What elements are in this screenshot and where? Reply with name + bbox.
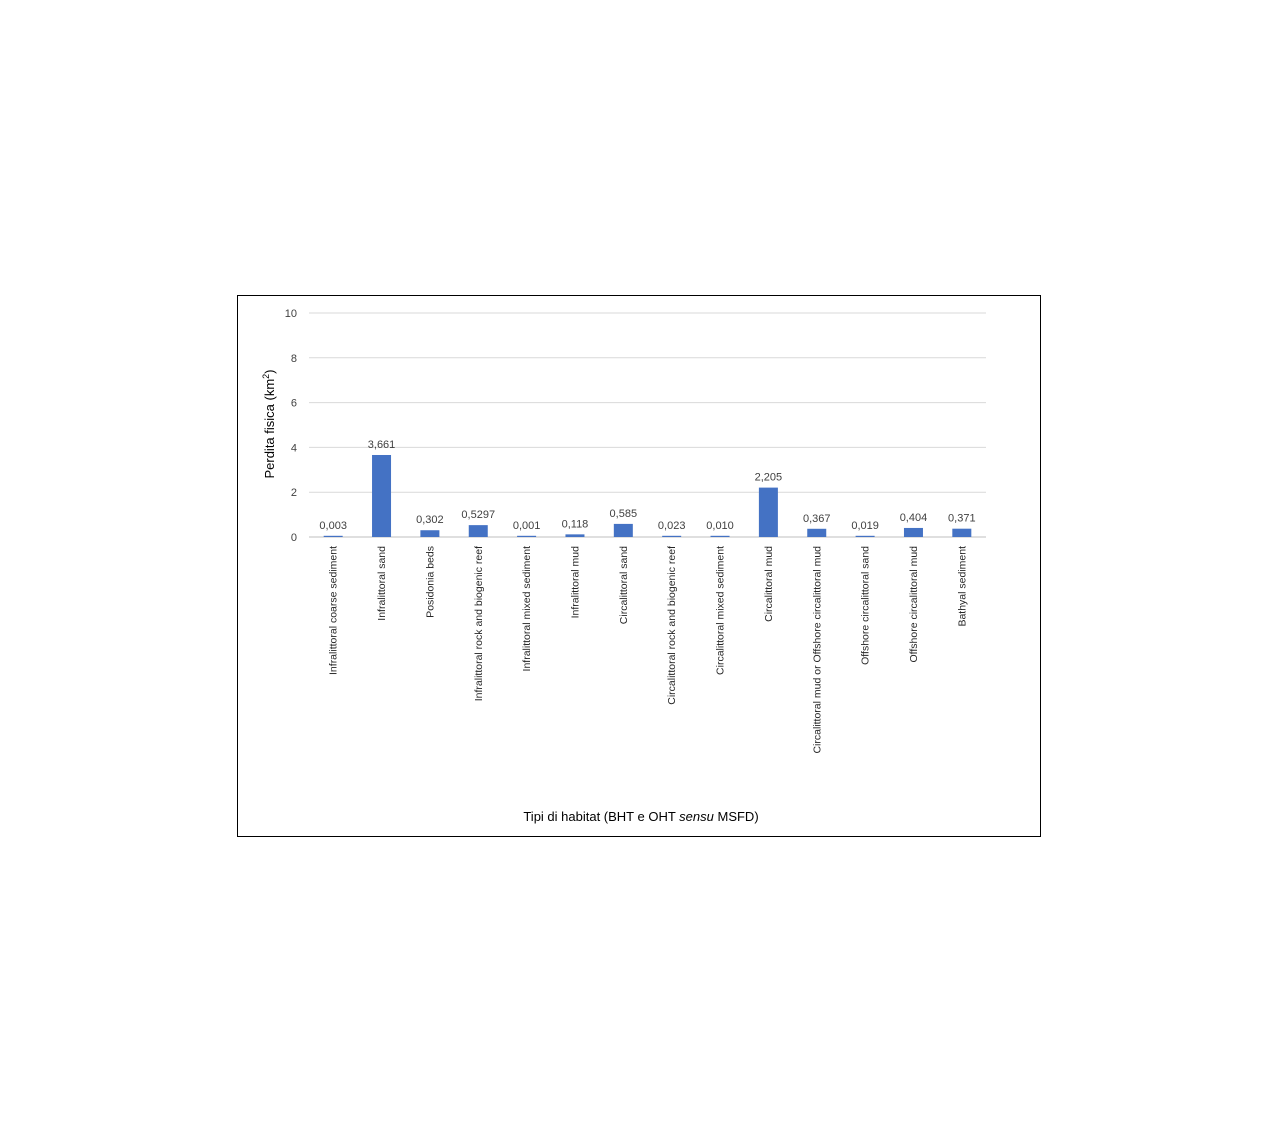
y-tick-label: 6: [290, 397, 297, 410]
data-label: 0,585: [609, 507, 638, 520]
x-tick-label: Bathyal sediment: [956, 546, 969, 627]
x-tick-label: Offshore circalittoral sand: [859, 546, 872, 665]
y-tick-label: 4: [290, 442, 297, 455]
gridlines: [309, 313, 986, 537]
x-tick-label: Circalittoral mud: [762, 546, 775, 622]
x-tick-label: Infralittoral rock and biogenic reef: [472, 546, 485, 702]
data-label: 0,001: [512, 519, 541, 532]
y-axis-title: Perdita fisica $(km^2)$: [261, 369, 277, 479]
y-tick-label: 8: [290, 352, 297, 365]
data-labels: [319, 439, 975, 532]
data-label: 0,010: [706, 519, 734, 532]
bar: [324, 536, 343, 537]
x-axis-title: Tipi di habitat (BHT e OHT sensu MSFD): [523, 809, 759, 824]
data-label: 0,302: [416, 514, 444, 527]
y-axis-ticks: [285, 308, 297, 544]
y-tick-label: 10: [284, 308, 297, 320]
x-tick-label: Infralittoral sand: [376, 546, 389, 621]
bar: [372, 455, 391, 537]
bar: [662, 536, 681, 537]
data-label: 0,367: [802, 512, 831, 525]
chart-frame: [237, 295, 1041, 837]
y-tick-label: 0: [290, 532, 297, 544]
bar: [517, 536, 536, 537]
bar: [565, 534, 584, 537]
y-tick-label: 2: [290, 487, 297, 500]
x-tick-label: Circalittoral mud or Offshore circalittoral mud: [811, 546, 824, 754]
bar: [420, 530, 439, 537]
bar: [952, 529, 971, 537]
data-label: 0,019: [851, 519, 879, 532]
bar: [614, 524, 633, 537]
bar: [904, 528, 923, 537]
data-label: 0,003: [319, 519, 347, 532]
bar-chart: [238, 296, 1042, 838]
x-tick-label: Infralittoral mud: [569, 546, 582, 619]
x-tick-label: Offshore circalittoral mud: [907, 546, 920, 663]
x-tick-label: Posidonia beds: [424, 546, 437, 618]
data-label: 3,661: [367, 438, 396, 451]
x-axis-category-labels: [328, 546, 969, 754]
bar: [711, 536, 730, 537]
data-label: 2,205: [754, 471, 783, 484]
data-label: 0,023: [657, 519, 686, 532]
bar: [807, 529, 826, 537]
data-label: 0,5297: [461, 509, 496, 522]
data-label: 0,371: [948, 512, 976, 525]
x-tick-label: Infralittoral coarse sediment: [327, 546, 340, 675]
x-tick-label: Circalittoral rock and biogenic reef: [666, 546, 679, 705]
x-tick-label: Infralittoral mixed sediment: [521, 546, 534, 672]
bar: [759, 488, 778, 537]
data-label: 0,118: [561, 518, 589, 531]
x-tick-label: Circalittoral mixed sediment: [714, 546, 727, 675]
bar: [469, 525, 488, 537]
x-tick-label: Circalittoral sand: [617, 546, 630, 625]
data-label: 0,404: [899, 511, 928, 524]
bar: [856, 536, 875, 537]
